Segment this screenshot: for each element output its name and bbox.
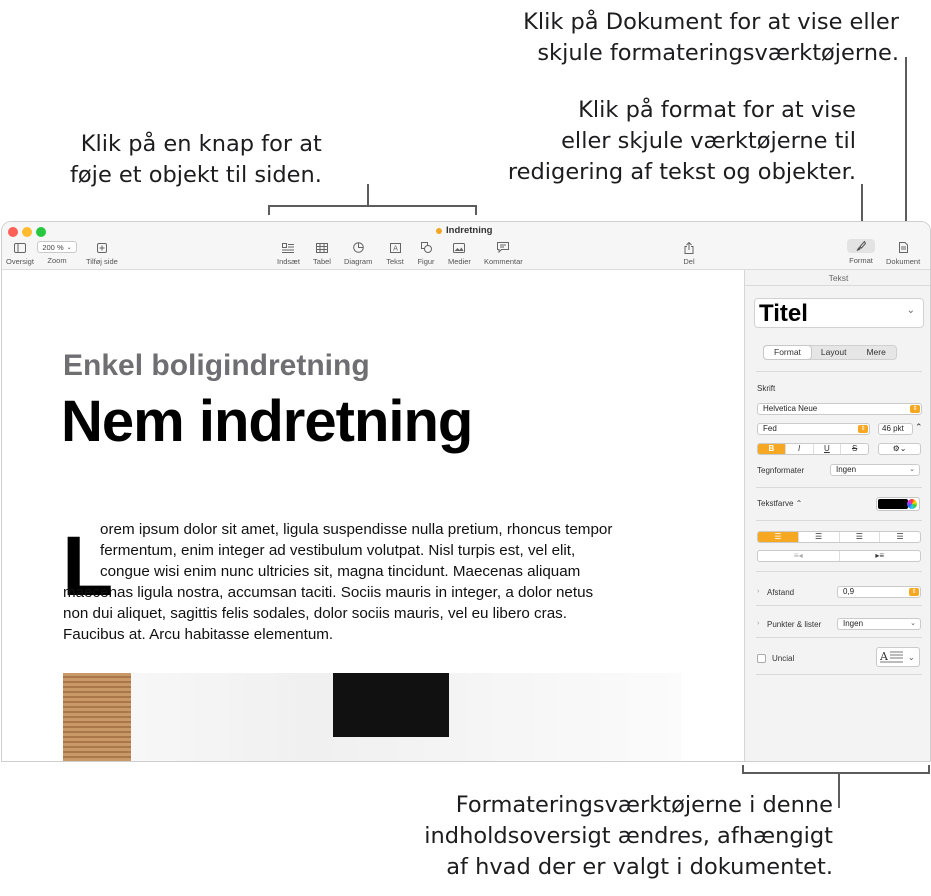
callout-line: Klik på en knap for at	[80, 131, 322, 157]
bullets-label[interactable]: Punkter & lister	[767, 620, 822, 629]
svg-text:A: A	[880, 650, 888, 663]
spacing-label[interactable]: Afstand	[767, 588, 795, 597]
insert-callout	[70, 129, 322, 191]
underline-button[interactable]: U	[814, 444, 842, 454]
shape-button[interactable]	[417, 241, 435, 266]
table-label: Tabel	[313, 257, 331, 266]
tab-more[interactable]: Mere	[866, 347, 886, 357]
comment-label: Kommentar	[484, 257, 523, 266]
color-swatch	[878, 499, 908, 509]
char-styles-value: Ingen	[836, 465, 857, 474]
italic-button[interactable]: I	[786, 444, 814, 454]
updown-icon: ⇕	[909, 588, 919, 596]
zoom-window-button[interactable]	[36, 227, 46, 237]
add-page-button[interactable]	[86, 241, 118, 266]
comment-icon	[494, 241, 512, 254]
align-right-icon[interactable]: ☰	[840, 532, 881, 542]
sidebar-header: Tekst	[828, 273, 849, 283]
align-center-icon[interactable]: ☰	[799, 532, 840, 542]
callout-line: af hvad der er valgt i dokumentet.	[446, 854, 833, 880]
zoom-label: Zoom	[47, 256, 67, 265]
align-left-icon[interactable]: ☰	[758, 532, 799, 542]
decrease-indent-icon[interactable]: ≡◂	[758, 551, 840, 561]
callout-line: føje et objekt til siden.	[70, 162, 322, 188]
sidebar-icon	[11, 241, 29, 254]
format-sidebar	[744, 270, 931, 762]
format-label: Format	[849, 256, 873, 265]
strikethrough-button[interactable]: S	[851, 444, 858, 453]
advanced-options-button[interactable]	[878, 443, 921, 455]
callout-line: Formateringsværktøjerne i denne	[455, 792, 833, 818]
disclosure-arrow-icon[interactable]: ›	[757, 588, 760, 595]
paintbrush-icon	[847, 239, 875, 253]
close-window-button[interactable]	[8, 227, 18, 237]
zoom-value: 200 %	[42, 242, 64, 252]
divider	[745, 285, 931, 286]
text-box-icon	[386, 241, 404, 254]
callout-line: skjule formateringsværktøjerne.	[537, 40, 899, 66]
insert-label: Indsæt	[277, 257, 300, 266]
divider	[756, 571, 922, 572]
callout-line: indholdsoversigt ændres, afhængigt	[424, 823, 833, 849]
chart-icon	[349, 241, 367, 254]
sidebar-tabs	[763, 345, 897, 360]
color-wheel-icon[interactable]	[907, 499, 917, 509]
font-weight-value: Fed	[763, 424, 777, 433]
chevron-down-icon: ⌄	[909, 466, 915, 473]
text-style-buttons	[757, 443, 869, 455]
callout-bracket-insert	[268, 205, 477, 207]
updown-icon: ⇕	[910, 405, 920, 413]
callout-bracket-sidebar-right	[928, 765, 930, 774]
format-callout	[508, 95, 856, 188]
callout-leader-document	[905, 57, 907, 242]
share-label: Del	[683, 257, 695, 266]
paragraph-style-select[interactable]	[754, 298, 924, 328]
font-family-value: Helvetica Neue	[763, 404, 818, 413]
uncial-label: Uncial	[772, 654, 795, 663]
chevron-down-icon: ⌄	[910, 620, 916, 627]
tab-layout[interactable]: Layout	[820, 347, 847, 357]
gear-icon: ⚙︎⌄	[892, 444, 907, 453]
photo-icon	[450, 241, 468, 254]
shape-label: Figur	[417, 257, 435, 266]
callout-line: eller skjule værktøjerne til	[561, 128, 856, 154]
document-label: Dokument	[886, 257, 921, 266]
callout-leader-insert	[367, 184, 369, 206]
tab-format[interactable]: Format	[764, 346, 811, 359]
justify-icon[interactable]: ☰	[896, 532, 904, 541]
body-line: orem ipsum dolor sit amet, ligula suspendisse nulla pretium, rhoncus tempor	[100, 521, 613, 538]
photo-wood-panel	[63, 673, 131, 762]
toolbar	[2, 222, 930, 270]
divider	[756, 520, 922, 521]
format-button[interactable]	[847, 239, 875, 265]
font-section-label: Skrift	[757, 384, 776, 393]
body-line: Faucibus at. Arcu habitasse elementum.	[63, 626, 334, 643]
document-callout	[523, 7, 899, 69]
document-canvas[interactable]	[2, 270, 744, 762]
view-label: Oversigt	[6, 257, 34, 266]
shape-icon	[417, 241, 435, 254]
divider	[756, 605, 922, 606]
document-title[interactable]: Nem indretning	[61, 389, 473, 454]
text-color-label[interactable]: Tekstfarve ⌃	[757, 499, 803, 508]
uncial-style-select[interactable]	[876, 647, 920, 667]
document-button[interactable]	[886, 241, 920, 266]
chevron-down-icon: ⌄	[906, 305, 915, 316]
callout-bracket-insert-right	[475, 205, 477, 215]
text-color-well[interactable]	[876, 497, 920, 511]
char-styles-select[interactable]	[830, 464, 920, 476]
table-button[interactable]	[313, 241, 331, 266]
divider	[756, 674, 922, 675]
document-subtitle[interactable]: Enkel boligindretning	[63, 349, 370, 382]
callout-line: redigering af tekst og objekter.	[507, 159, 856, 185]
font-weight-select[interactable]	[757, 423, 870, 435]
pages-window	[1, 221, 931, 762]
media-button[interactable]	[448, 241, 471, 266]
text-label: Tekst	[386, 257, 404, 266]
divider	[756, 371, 922, 372]
divider	[756, 637, 922, 638]
insert-icon	[279, 241, 297, 254]
callout-leader-sidebar	[838, 773, 840, 808]
increase-indent-icon[interactable]: ▸≡	[875, 551, 885, 560]
bullets-select[interactable]	[837, 618, 921, 630]
document-icon	[436, 228, 442, 234]
spacing-value: 0,9	[843, 587, 855, 596]
drop-cap-style-icon	[877, 648, 919, 666]
share-icon	[680, 241, 698, 254]
add-page-label: Tilføj side	[86, 257, 118, 266]
svg-text:A: A	[392, 244, 398, 252]
table-icon	[313, 241, 331, 254]
disclosure-arrow-icon[interactable]: ›	[757, 620, 760, 627]
font-family-select[interactable]	[757, 403, 922, 415]
interior-photo[interactable]	[63, 673, 681, 762]
minimize-window-button[interactable]	[22, 227, 32, 237]
insert-button[interactable]	[277, 241, 300, 266]
body-line: non dui aliquet, sagittis felis sodales, dolor sociis mauris, vel eu libero cras.	[63, 605, 567, 622]
add-page-icon	[93, 241, 111, 254]
callout-line: Klik på Dokument for at vise eller	[523, 9, 899, 35]
callout-bracket-sidebar-left	[742, 765, 744, 774]
spacing-select[interactable]	[837, 586, 921, 598]
document-icon	[894, 241, 912, 254]
photo-dark-frame	[333, 673, 449, 737]
divider	[756, 487, 922, 488]
comment-button[interactable]	[484, 241, 523, 266]
view-button[interactable]	[6, 241, 34, 266]
body-line: fermentum, enim integer ad vestibulum volutpat. Nisl turpis est, vel elit,	[100, 542, 576, 559]
text-button[interactable]	[386, 241, 404, 266]
font-size-stepper[interactable]: ⌃	[915, 422, 923, 432]
window-title-text: Indretning	[446, 225, 493, 236]
drop-cap[interactable]: L	[62, 519, 114, 613]
share-button[interactable]	[680, 241, 698, 266]
callout-bracket-insert-left	[268, 205, 270, 215]
char-styles-label: Tegnformater	[757, 466, 805, 475]
callout-line: Klik på format for at vise	[578, 97, 856, 123]
font-size-value: 46 pkt	[882, 424, 904, 433]
svg-text:⌄: ⌄	[908, 653, 915, 662]
media-label: Medier	[448, 257, 471, 266]
zoom-select[interactable]	[37, 241, 77, 253]
paragraph-style-value: Titel	[759, 300, 808, 327]
chevron-down-icon: ⌄	[66, 244, 72, 251]
zoom-control[interactable]	[37, 241, 77, 265]
window-title	[436, 225, 492, 236]
bullets-value: Ingen	[843, 619, 864, 628]
updown-icon: ⇕	[858, 425, 868, 433]
alignment-buttons	[757, 531, 921, 543]
body-line: maecenas ligula nostra, accumsan taciti. Sociis mauris in integer, a dolor netus	[63, 584, 594, 601]
chart-button[interactable]	[344, 241, 372, 266]
body-paragraph[interactable]	[2, 519, 652, 645]
sidebar-callout	[424, 790, 833, 883]
bold-button[interactable]: B	[758, 444, 786, 454]
uncial-checkbox[interactable]	[757, 654, 766, 663]
indent-buttons	[757, 550, 921, 562]
chart-label: Diagram	[344, 257, 373, 266]
callout-bracket-sidebar	[742, 772, 930, 774]
body-line: congue wisi enim nunc ultricies sit, magna tincidunt. Maecenas aliquam	[100, 563, 581, 580]
font-size-field[interactable]	[878, 423, 913, 435]
